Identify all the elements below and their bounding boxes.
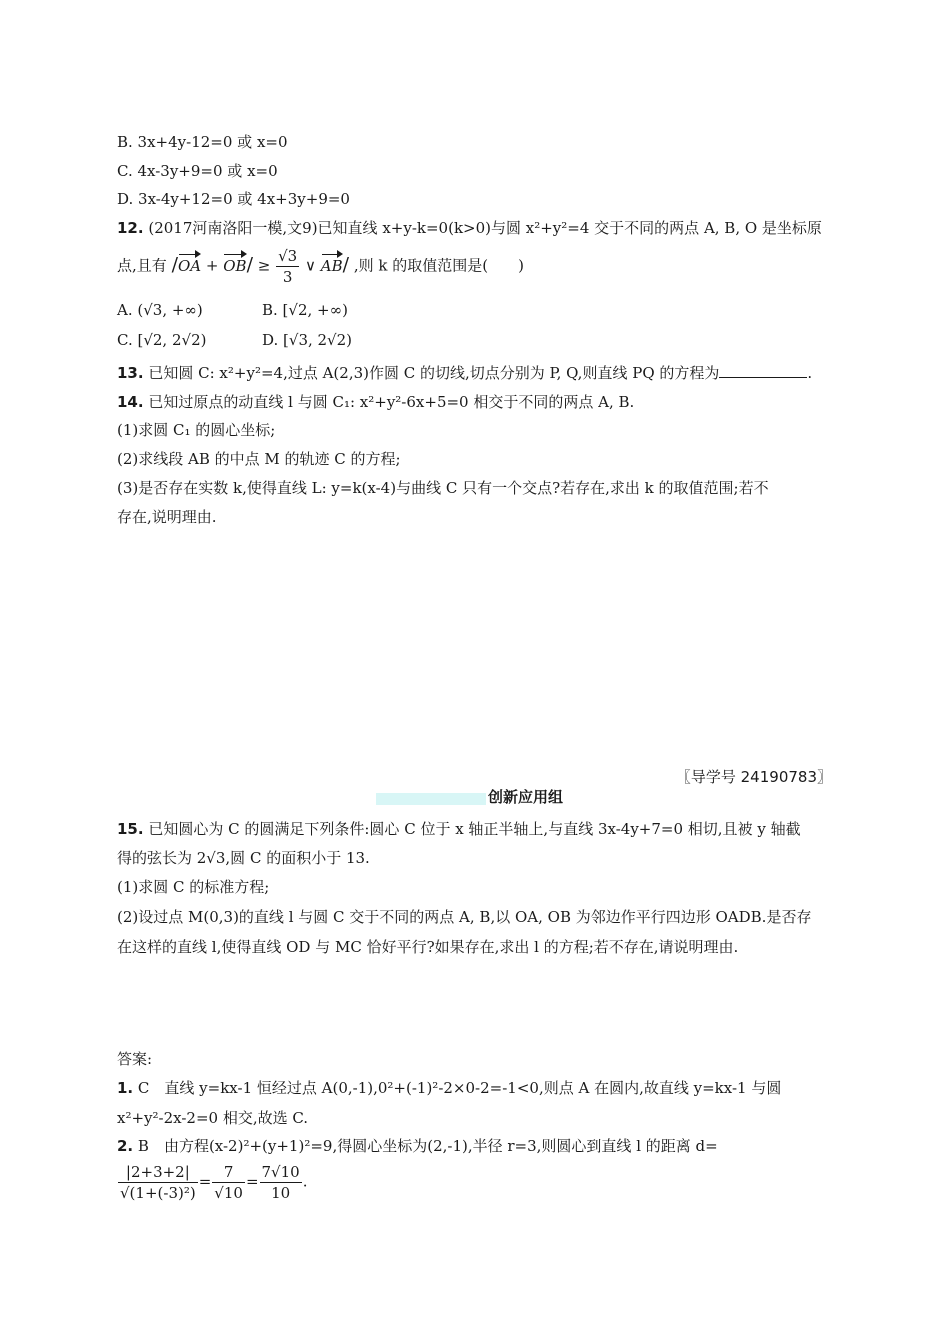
- question-14-part1: (1)求圆 C₁ 的圆心坐标;: [117, 421, 276, 439]
- question-15-part2: (2)设过点 M(0,3)的直线 l 与圆 C 交于不同的两点 A, B,以 OA, OB 为邻边作平行四边形 OADB.是否存: [117, 908, 812, 926]
- question-12-line1: [117, 217, 822, 239]
- question-13: [117, 362, 812, 384]
- question-text: ,则 k 的取值范围是( ): [353, 256, 524, 275]
- answer-1-line1: [117, 1077, 781, 1099]
- vector-ab: AB: [321, 251, 343, 275]
- answer-blank: [719, 363, 807, 378]
- question-14-part2: (2)求线段 AB 的中点 M 的轨迹 C 的方程;: [117, 450, 401, 468]
- question-number: 14.: [117, 393, 144, 411]
- reference-number: 〖导学号 24190783〗: [675, 768, 832, 786]
- question-text: 已知圆心为 C 的圆满足下列条件:圆心 C 位于 x 轴正半轴上,与直线 3x-4y+7=0 相切,且被 y 轴截: [148, 820, 801, 838]
- option-12-d: D. [√3, 2√2): [262, 331, 353, 349]
- inequality-sign: ≥: [257, 256, 271, 275]
- fraction: [276, 246, 299, 287]
- option-12-c: C. [√2, 2√2): [117, 331, 207, 349]
- fraction-numerator: 7: [212, 1162, 245, 1183]
- question-text: 已知圆 C: x²+y²=4,过点 A(2,3)作圆 C 的切线,切点分别为 P, Q,则直线 PQ 的方程为: [148, 364, 720, 382]
- answer-2-formula: [117, 1162, 308, 1203]
- option-12-a: A. (√3, +∞): [117, 301, 203, 319]
- question-15-line2: 得的弦长为 2√3,圆 C 的面积小于 13.: [117, 849, 370, 867]
- section-highlight-bar: [376, 793, 486, 805]
- distance-fraction: [118, 1162, 198, 1203]
- question-14-part3-cont: 存在,说明理由.: [117, 508, 217, 526]
- fraction-denominator: √10: [214, 1184, 243, 1202]
- equals-sign: =: [245, 1172, 259, 1191]
- question-text: (2017河南洛阳一模,文9)已知直线 x+y-k=0(k>0)与圆 x²+y²=4 交于不同的两点 A, B, O 是坐标原: [148, 219, 822, 237]
- question-text: 已知过原点的动直线 l 与圆 C₁: x²+y²-6x+5=0 相交于不同的两点 A, B.: [148, 393, 635, 411]
- period: .: [807, 364, 813, 382]
- question-15-line1: [117, 818, 801, 840]
- answer-number: 2.: [117, 1137, 134, 1155]
- question-14-part3: (3)是否存在实数 k,使得直线 L: y=k(x-4)与曲线 C 只有一个交点?若存在,求出 k 的取值范围;若不: [117, 479, 769, 497]
- question-number: 12.: [117, 219, 144, 237]
- answer-1-line2: x²+y²-2x-2=0 相交,故选 C.: [117, 1109, 309, 1127]
- question-15-part2-cont: 在这样的直线 l,使得直线 OD 与 MC 恰好平行?如果存在,求出 l 的方程;若不存在,请说明理由.: [117, 938, 739, 956]
- equals-sign: =: [198, 1172, 212, 1191]
- option-12-b: B. [√2, +∞): [262, 301, 348, 319]
- fraction-denominator: 3: [282, 268, 293, 286]
- fraction-denominator: √(1+(-3)²): [120, 1184, 196, 1202]
- answer-text: B 由方程(x-2)²+(y+1)²=9,得圆心坐标为(2,-1),半径 r=3,则圆心到直线 l 的距离 d=: [137, 1137, 718, 1155]
- vector-ob: OB: [223, 251, 246, 275]
- vector-oa: OA: [178, 251, 201, 275]
- fraction-denominator: 10: [271, 1184, 291, 1202]
- option-11-d: D. 3x-4y+12=0 或 4x+3y+9=0: [117, 190, 350, 208]
- answer-2-line1: [117, 1135, 718, 1157]
- answer-text: C 直线 y=kx-1 恒经过点 A(0,-1),0²+(-1)²-2×0-2=-1<0,则点 A 在圆内,故直线 y=kx-1 与圆: [137, 1079, 782, 1097]
- question-number: 13.: [117, 364, 144, 382]
- fraction-numerator: 7√10: [261, 1163, 300, 1181]
- fraction-numerator: √3: [278, 247, 298, 265]
- question-12-line2: 点,且有 /OA + OB/ ≥ $\frac{√3}{3}$ ∨ AB/ ,则 k 的取值范围是( ): [117, 247, 524, 286]
- option-11-b: B. 3x+4y-12=0 或 x=0: [117, 133, 288, 151]
- answer-number: 1.: [117, 1079, 134, 1097]
- option-11-c: C. 4x-3y+9=0 或 x=0: [117, 162, 278, 180]
- question-14: [117, 391, 634, 413]
- question-number: 15.: [117, 820, 144, 838]
- question-15-part1: (1)求圆 C 的标准方程;: [117, 878, 270, 896]
- answers-heading: 答案:: [117, 1050, 153, 1068]
- section-title: 创新应用组: [488, 788, 564, 806]
- fraction: [212, 1162, 245, 1203]
- period: .: [302, 1172, 308, 1191]
- fraction-numerator: |2+3+2|: [118, 1162, 198, 1183]
- fraction: [260, 1162, 302, 1203]
- question-text: 点,且有: [117, 256, 167, 275]
